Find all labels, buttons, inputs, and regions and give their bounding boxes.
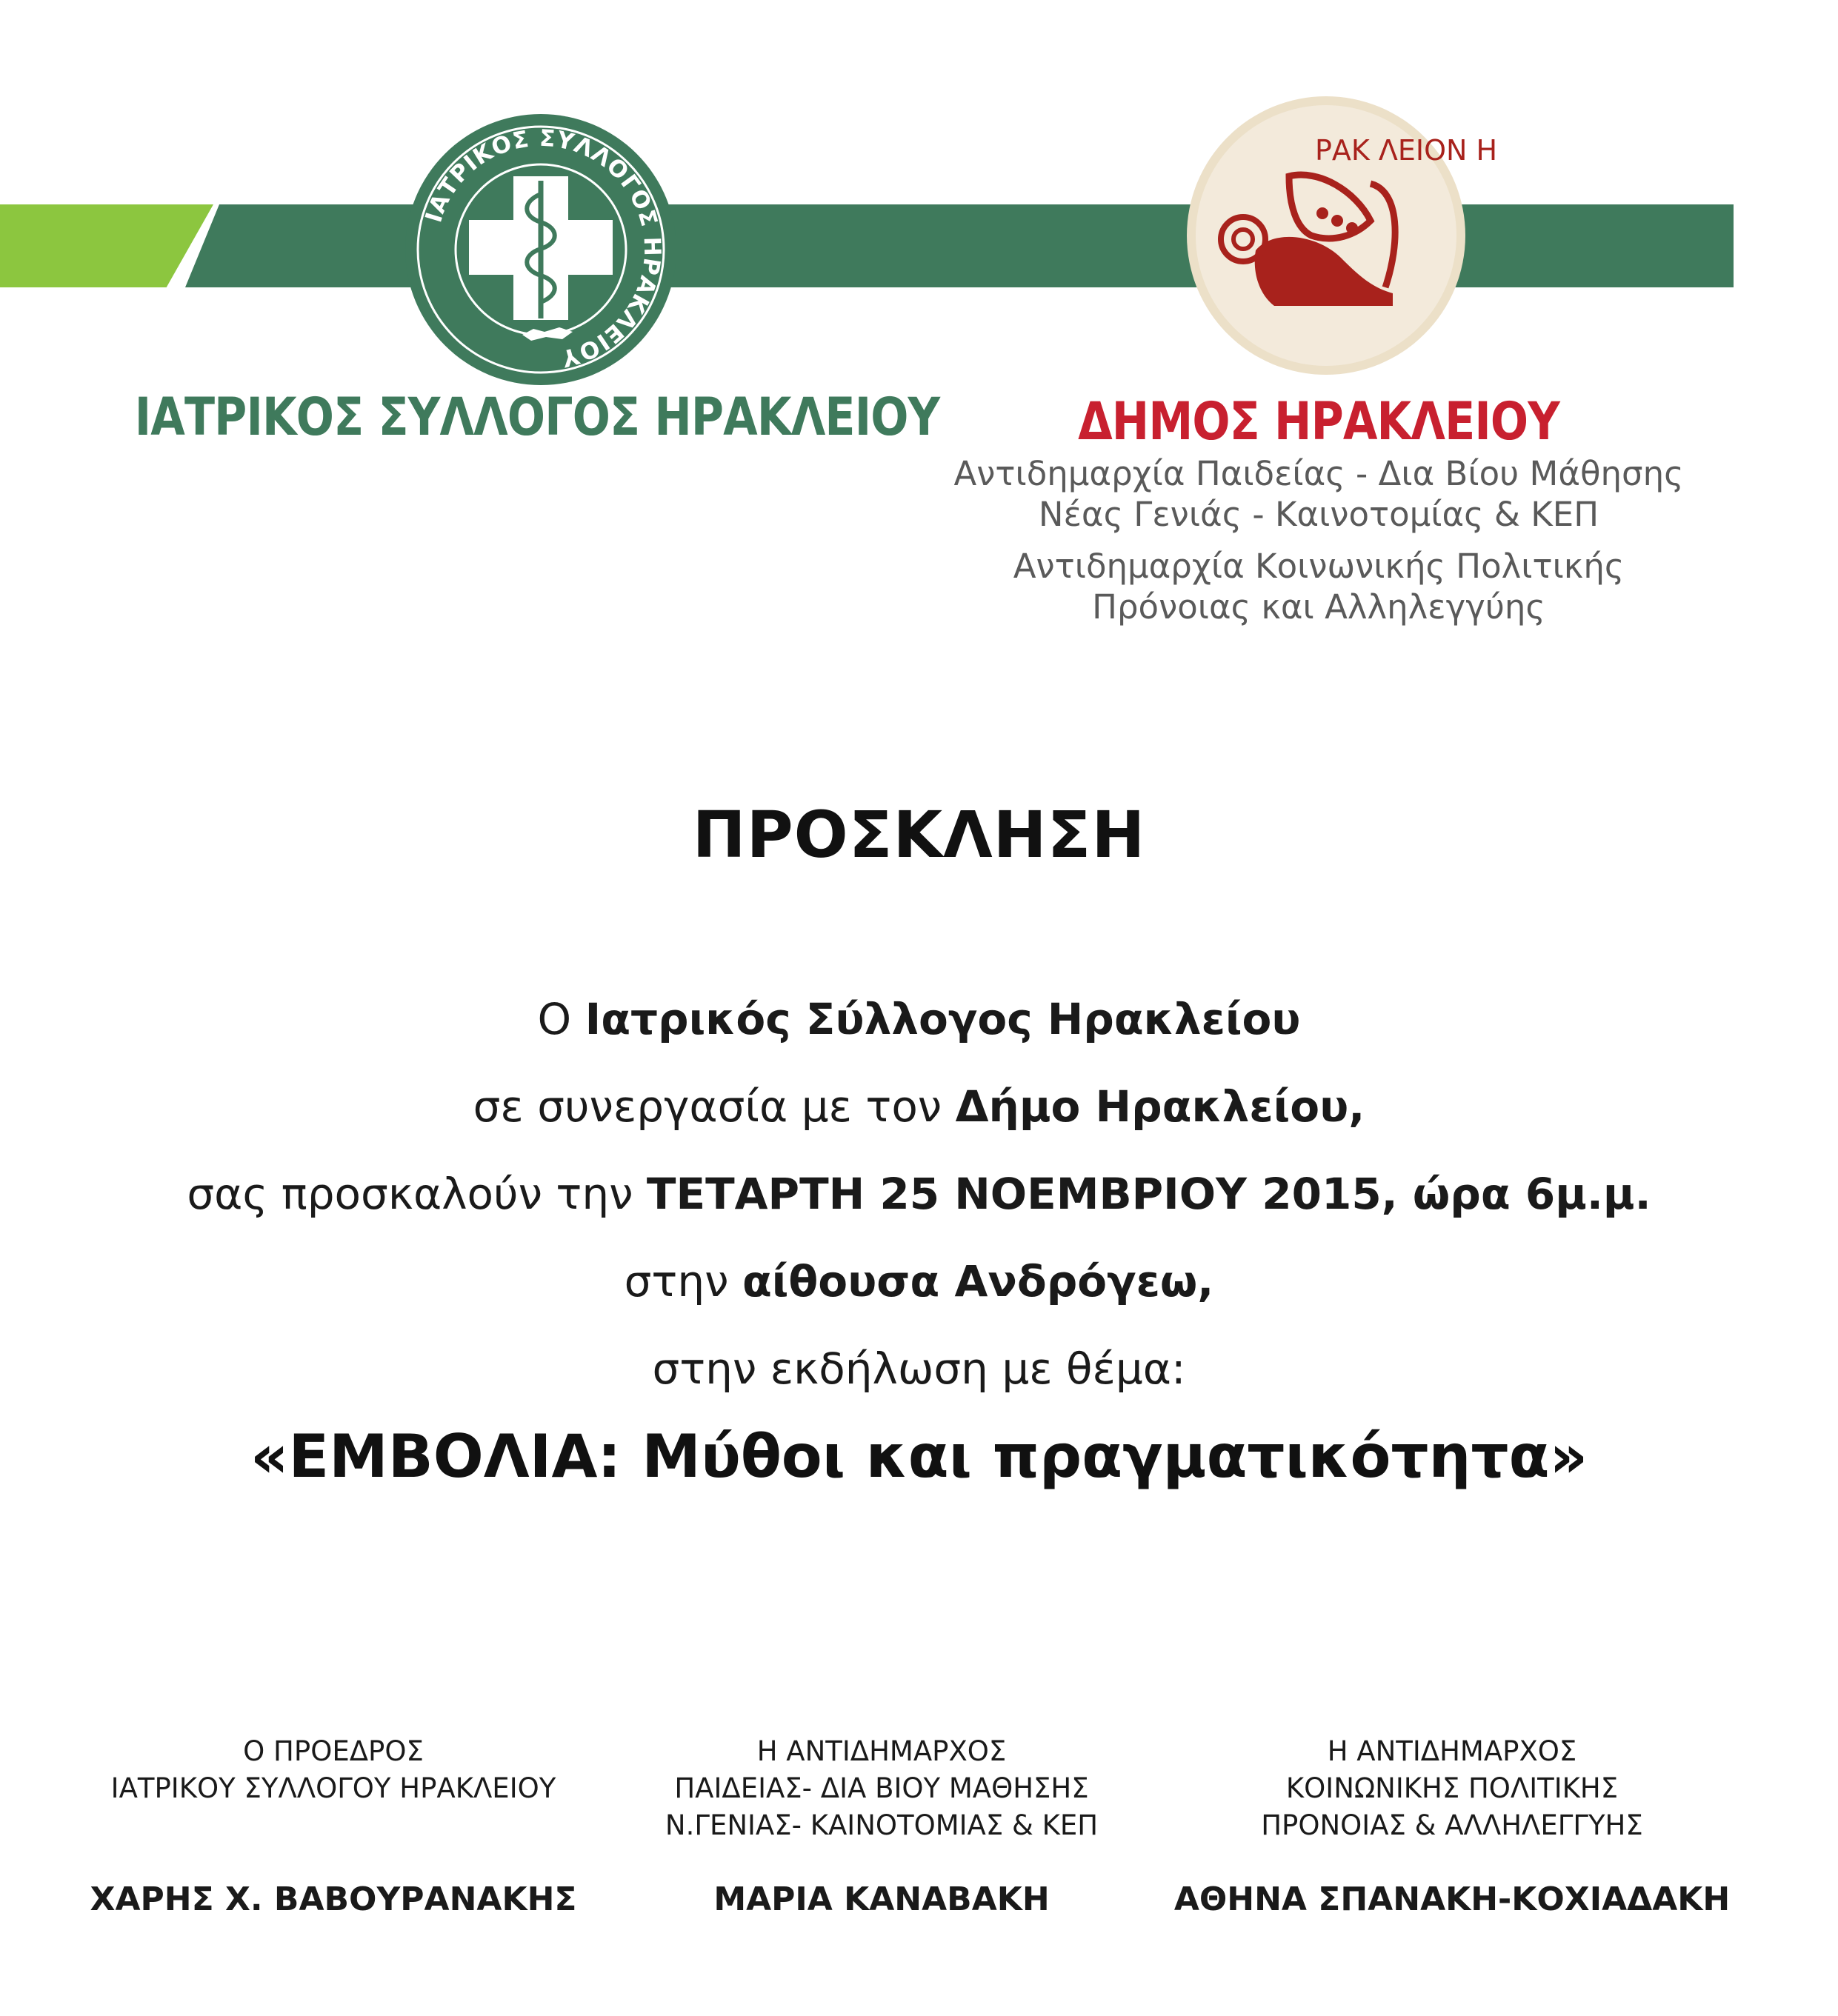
event-topic: «ΕΜΒΟΛΙΑ: Μύθοι και πραγματικότητα» xyxy=(250,1422,1588,1491)
header-band-accent xyxy=(0,204,213,287)
logo-ring-text: ΙΑΤΡΙΚΟΣ ΣΥΛΛΟΓΟΣ ΗΡΑΚΛΕΙΟΥ xyxy=(420,124,666,373)
signature-role-deputy-mayor-social xyxy=(1171,1733,1734,1844)
host-line xyxy=(0,994,1838,1044)
signature-role-deputy-mayor-education xyxy=(600,1733,1163,1844)
signatory-name: ΜΑΡΙΑ ΚΑΝΑΒΑΚΗ xyxy=(713,1880,1050,1918)
partner-line xyxy=(0,1081,1838,1132)
role-line: Η ΑΝΤΙΔΗΜΑΡΧΟΣ xyxy=(1327,1735,1577,1767)
venue-name: αίθουσα Ανδρόγεω, xyxy=(742,1256,1214,1306)
department-line-3: Αντιδημαρχία Κοινωνικής Πολιτικής xyxy=(1013,547,1625,586)
host-name: Ιατρικός Σύλλογος Ηρακλείου xyxy=(585,994,1301,1044)
role-line: Η ΑΝΤΙΔΗΜΑΡΧΟΣ xyxy=(756,1735,1007,1767)
invitation-title: ΠΡΟΣΚΛΗΣΗ xyxy=(692,798,1146,872)
partner-prefix: σε συνεργασία με τον xyxy=(473,1081,956,1132)
municipality-name: ΔΗΜΟΣ ΗΡΑΚΛΕΙΟΥ xyxy=(1078,391,1559,452)
role-line: ΙΑΤΡΙΚΟΥ ΣΥΛΛΟΓΟΥ ΗΡΑΚΛΕΙΟΥ xyxy=(110,1772,556,1804)
department-line-1: Αντιδημαρχία Παιδείας - Δια Βίου Μάθησης xyxy=(953,454,1684,493)
venue-prefix: στην xyxy=(624,1256,742,1306)
signatory-name: ΑΘΗΝΑ ΣΠΑΝΑΚΗ-ΚΟΧΙΑΔΑΚΗ xyxy=(1173,1880,1731,1918)
venue-line xyxy=(0,1256,1838,1306)
event-datetime: ΤΕΤΑΡΤΗ 25 ΝΟΕΜΒΡΙΟΥ 2015, ώρα 6μ.μ. xyxy=(646,1169,1651,1219)
topic-intro: στην εκδήλωση με θέμα: xyxy=(652,1344,1186,1394)
department-line-2: Νέας Γενιάς - Καινοτομίας & ΚΕΠ xyxy=(1038,495,1599,534)
role-line: ΠΡΟΝΟΙΑΣ & ΑΛΛΗΛΕΓΓΥΗΣ xyxy=(1261,1809,1643,1841)
role-line: Ν.ΓΕΝΙΑΣ- ΚΑΙΝΟΤΟΜΙΑΣ & ΚΕΠ xyxy=(665,1809,1099,1841)
department-line-4: Πρόνοιας και Αλληλεγγύης xyxy=(1092,587,1545,627)
role-line: Ο ΠΡΟΕΔΡΟΣ xyxy=(243,1735,424,1767)
partner-name: Δήμο Ηρακλείου, xyxy=(955,1081,1365,1132)
host-prefix: Ο xyxy=(537,994,585,1044)
logo-letters: ΡΑΚ ΛΕΙΟΝ Η xyxy=(1315,134,1498,167)
date-line xyxy=(0,1169,1838,1219)
signature-role-president xyxy=(52,1733,615,1807)
role-line: ΚΟΙΝΩΝΙΚΗΣ ΠΟΛΙΤΙΚΗΣ xyxy=(1285,1772,1619,1804)
date-prefix: σας προσκαλούν την xyxy=(187,1169,647,1219)
signatory-name: ΧΑΡΗΣ Χ. ΒΑΒΟΥΡΑΝΑΚΗΣ xyxy=(90,1880,577,1918)
municipality-logo xyxy=(1185,95,1498,376)
role-line: ΠΑΙΔΕΙΑΣ- ΔΙΑ ΒΙΟΥ ΜΑΘΗΣΗΣ xyxy=(674,1772,1089,1804)
medical-association-name: ΙΑΤΡΙΚΟΣ ΣΥΛΛΟΓΟΣ ΗΡΑΚΛΕΙΟΥ xyxy=(134,387,940,447)
medical-association-logo xyxy=(404,113,678,387)
